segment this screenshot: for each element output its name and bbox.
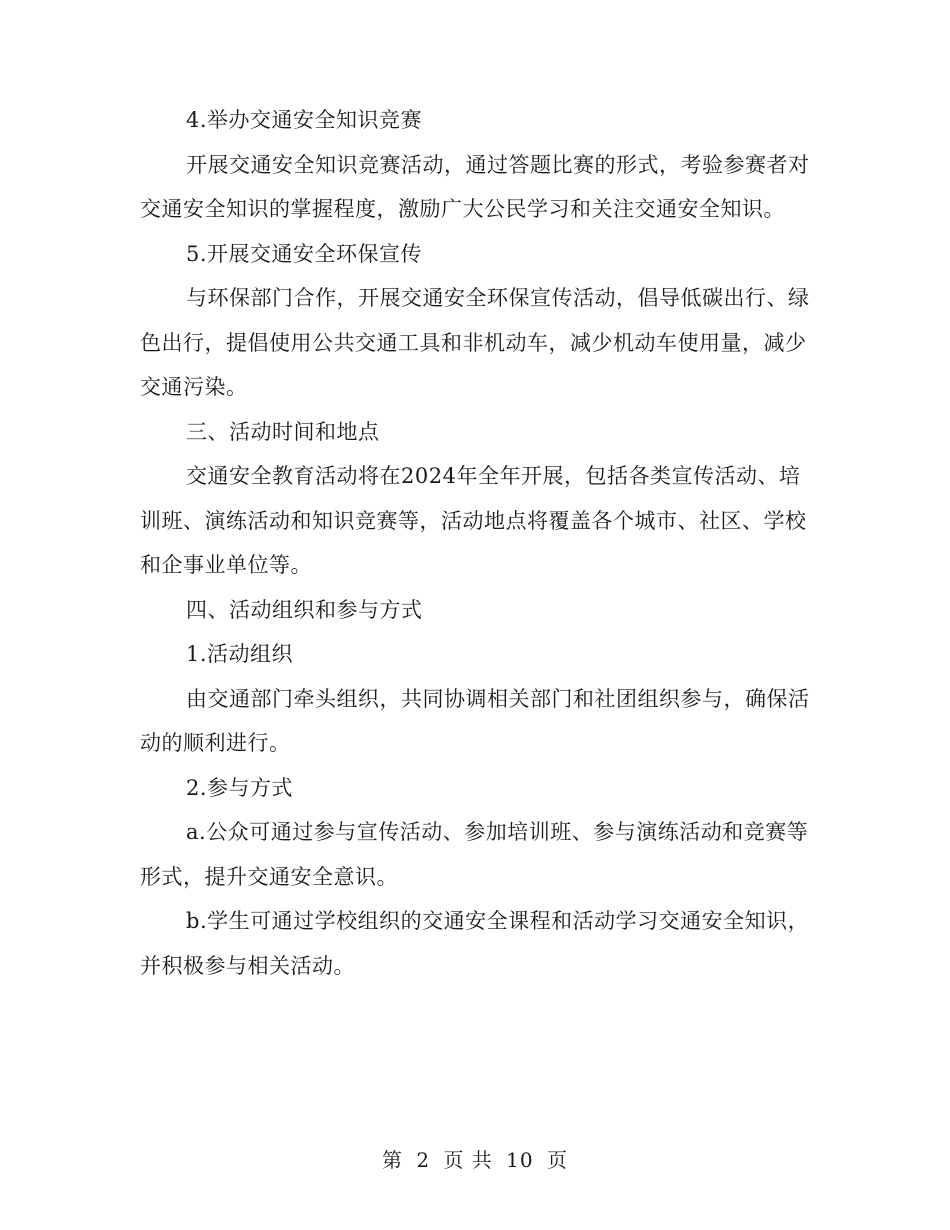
section-heading: 1.活动组织 xyxy=(186,642,294,666)
paragraph: 开展交通安全知识竞赛活动，通过答题比赛的形式，考验参赛者对交通安全知识的掌握程度，激励广大公民学习和关注交通安全知识。 xyxy=(140,152,810,221)
section-heading: 三、活动时间和地点 xyxy=(186,419,380,444)
page-footer xyxy=(0,1144,950,1173)
footer-total-pages: 10 xyxy=(506,1148,534,1172)
paragraph: b.学生可通过学校组织的交通安全课程和活动学习交通安全知识，并积极参与相关活动。 xyxy=(140,909,810,978)
section-heading: 5.开展交通安全环保宣传 xyxy=(186,241,423,266)
section-heading: 4.举办交通安全知识竞赛 xyxy=(186,108,423,132)
footer-suffix: 页 xyxy=(546,1148,568,1172)
footer-middle: 页 共 xyxy=(443,1148,493,1172)
paragraph: a.公众可通过参与宣传活动、参加培训班、参与演练活动和竞赛等形式，提升交通安全意识。 xyxy=(140,820,809,889)
paragraph: 与环保部门合作，开展交通安全环保宣传活动，倡导低碳出行、绿色出行，提倡使用公共交通工具和非机动车，减少机动车使用量，减少交通污染。 xyxy=(140,286,810,399)
paragraph: 交通安全教育活动将在2024年全年开展，包括各类宣传活动、培训班、演练活动和知识竞赛等，活动地点将覆盖各个城市、社区、学校和企事业单位等。 xyxy=(140,464,807,577)
section-heading: 2.参与方式 xyxy=(186,775,294,800)
footer-prefix: 第 xyxy=(382,1148,403,1172)
paragraph: 由交通部门牵头组织，共同协调相关部门和社团组织参与，确保活动的顺利进行。 xyxy=(140,686,810,755)
footer-current-page: 2 xyxy=(416,1148,431,1172)
document-body xyxy=(140,98,820,988)
section-heading: 四、活动组织和参与方式 xyxy=(186,597,423,622)
